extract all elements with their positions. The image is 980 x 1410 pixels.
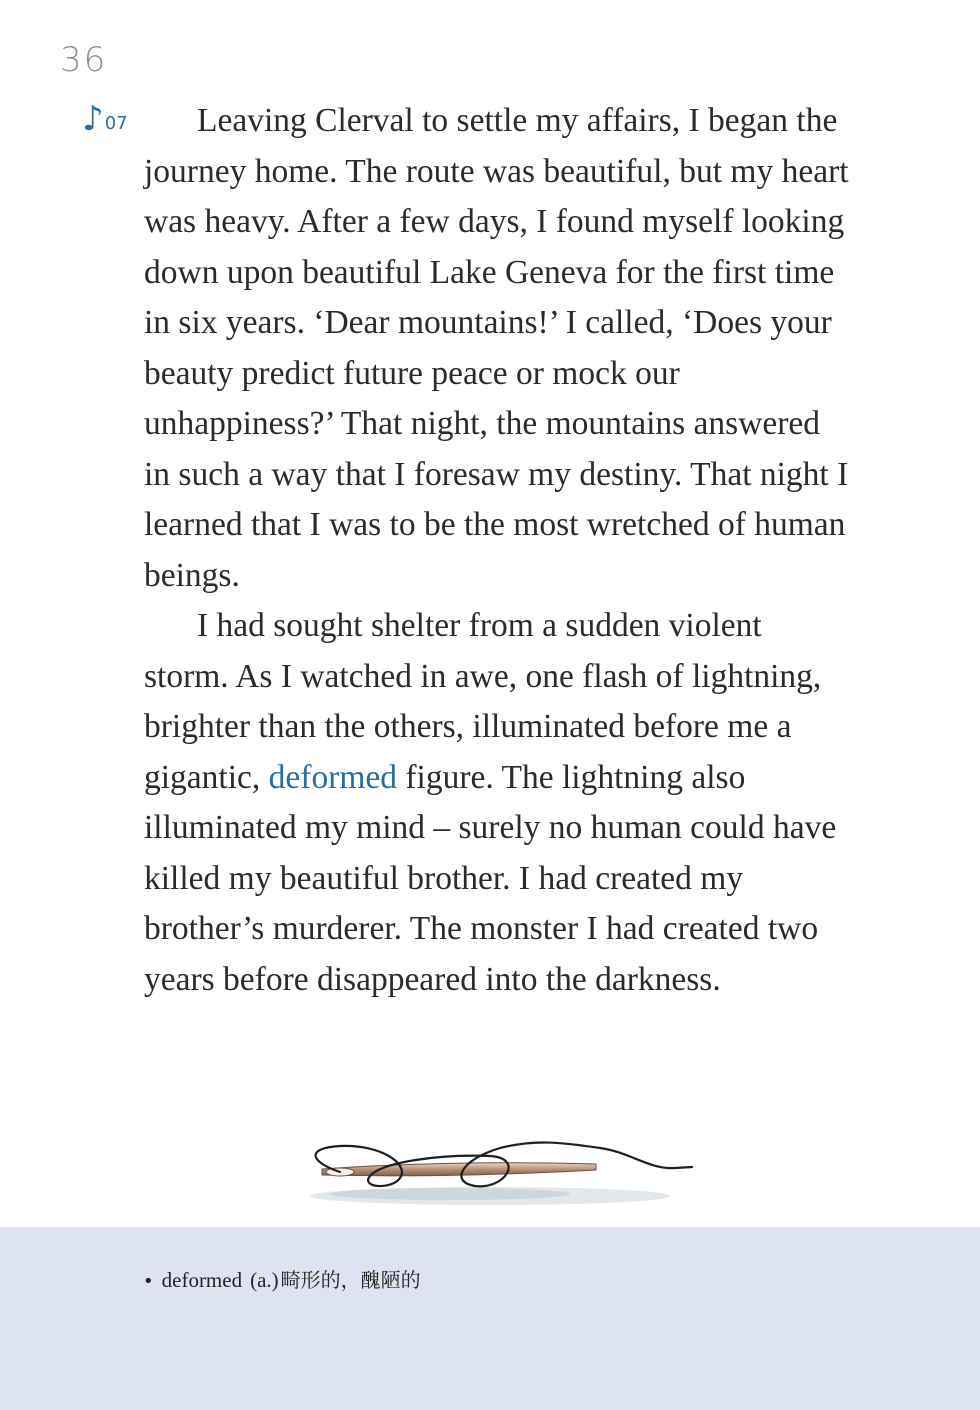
glossary-panel <box>0 1227 980 1410</box>
glossary-bullet: • <box>143 1271 154 1292</box>
glossary-meaning: 畸形的，醜陋的 <box>280 1268 421 1292</box>
audio-track-number: 07 <box>104 113 128 134</box>
paragraph-2-start: I had sought shelter from a sudden violent storm. As I watched in awe, one flash of lightning, brighter than the others, illuminated before me a gigantic, <box>144 607 822 796</box>
page-number: 36 <box>60 40 108 80</box>
story-text <box>144 96 854 1005</box>
needle-and-thread-icon <box>300 1132 710 1208</box>
glossary-entry <box>143 1264 421 1293</box>
paragraph-2 <box>144 601 854 1005</box>
audio-track-marker[interactable] <box>82 99 128 139</box>
glossary-word: deformed <box>161 1268 243 1292</box>
vocab-word-deformed[interactable]: deformed <box>268 758 398 796</box>
paragraph-1: Leaving Clerval to settle my affairs, I began the journey home. The route was beautiful, but my heart was heavy. After a few days, I found myself looking down upon beautiful Lake Geneva for the first time in six years. ‘Dear mountains!’ I called, ‘Does your beauty predict future peace or mock our unhappiness?’ That night, the mountains answered in such a way that I foresaw my destiny. That night I learned that I was to be the most wretched of human beings. <box>144 102 849 594</box>
glossary-part-of-speech: (a.) <box>250 1268 279 1292</box>
paragraph-2-end: figure. The lightning also illuminated my mind – surely no human could have killed my beautiful brother. I had created my brother’s murderer. The monster I had created two years before disappeared into the darkness. <box>144 758 837 998</box>
music-note-icon: ♪ <box>82 99 104 139</box>
